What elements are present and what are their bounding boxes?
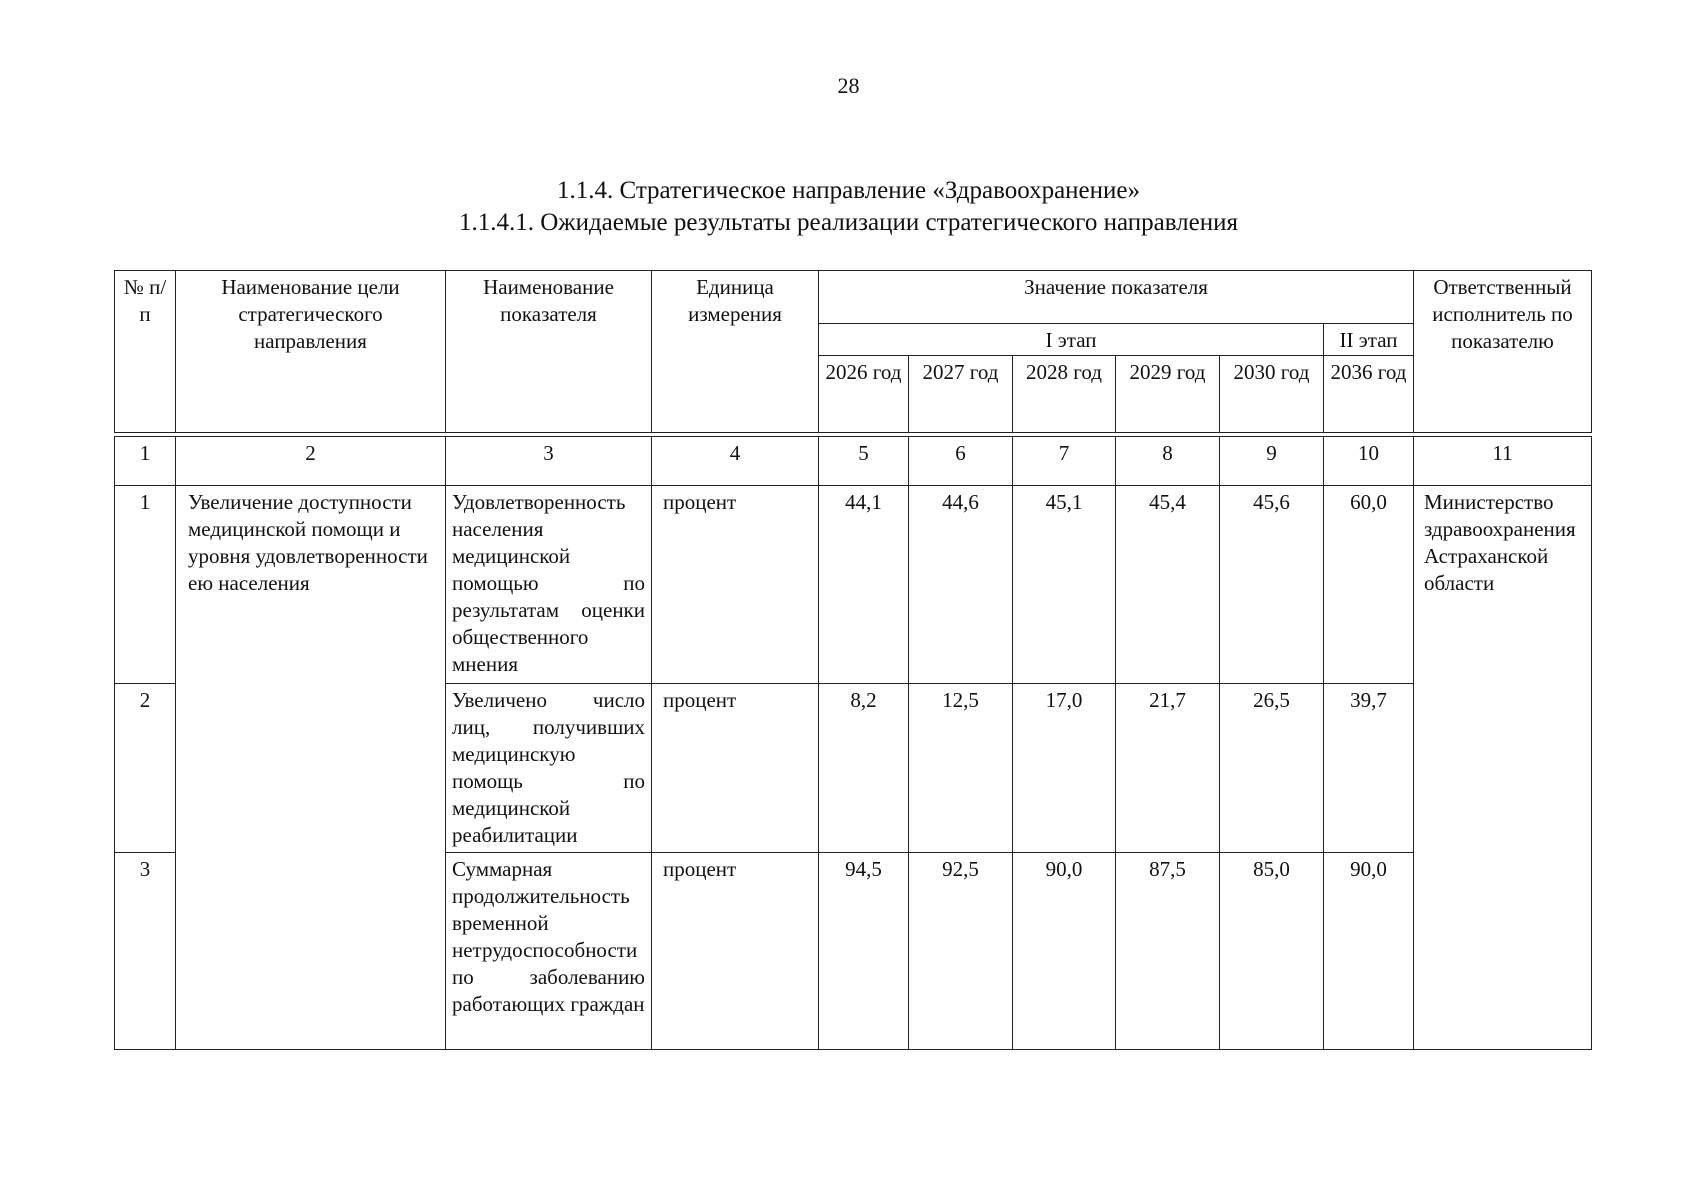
row-number: 3 bbox=[115, 853, 176, 1050]
column-number: 8 bbox=[1116, 437, 1220, 486]
header-year: 2028 год bbox=[1013, 356, 1116, 433]
column-number: 11 bbox=[1414, 437, 1592, 486]
value-2036: 60,0 bbox=[1324, 486, 1414, 684]
value-2029: 87,5 bbox=[1116, 853, 1220, 1050]
header-year: 2030 год bbox=[1220, 356, 1324, 433]
value-2028: 90,0 bbox=[1013, 853, 1116, 1050]
value-2026: 8,2 bbox=[819, 684, 909, 853]
header-year: 2026 год bbox=[819, 356, 909, 433]
header-year: 2029 год bbox=[1116, 356, 1220, 433]
value-2029: 45,4 bbox=[1116, 486, 1220, 684]
value-2036: 39,7 bbox=[1324, 684, 1414, 853]
header-year: 2036 год bbox=[1324, 356, 1414, 433]
results-table-header bbox=[114, 270, 1592, 433]
value-2030: 85,0 bbox=[1220, 853, 1324, 1050]
unit: процент bbox=[652, 853, 819, 1050]
responsible: Министерство здравоохранения Астраханской области bbox=[1414, 486, 1592, 1050]
value-2029: 21,7 bbox=[1116, 684, 1220, 853]
header-year: 2027 год bbox=[909, 356, 1013, 433]
value-2027: 12,5 bbox=[909, 684, 1013, 853]
value-2028: 17,0 bbox=[1013, 684, 1116, 853]
goal-name: Увеличение доступности медицинской помощи и уровня удовлетворенности ею населения bbox=[176, 486, 446, 1050]
indicator-name: Суммарная продолжительность временной нетрудоспособности по заболеванию работающих граждан bbox=[446, 853, 652, 1050]
unit: процент bbox=[652, 486, 819, 684]
header-indicator: Наименование показателя bbox=[446, 271, 652, 433]
value-2036: 90,0 bbox=[1324, 853, 1414, 1050]
column-number: 4 bbox=[652, 437, 819, 486]
indicator-name: Удовлетворенность населения медицинской помощью по результатам оценки общественного мнения bbox=[446, 486, 652, 684]
header-responsible: Ответственный исполнитель по показателю bbox=[1414, 271, 1592, 433]
row-number: 2 bbox=[115, 684, 176, 853]
value-2027: 92,5 bbox=[909, 853, 1013, 1050]
section-title: 1.1.4. Стратегическое направление «Здравоохранение» bbox=[556, 177, 1141, 204]
column-number: 3 bbox=[446, 437, 652, 486]
header-values: Значение показателя bbox=[819, 271, 1414, 324]
header-stage-1: I этап bbox=[819, 324, 1324, 356]
results-table-body bbox=[114, 485, 1592, 1050]
column-number: 10 bbox=[1324, 437, 1414, 486]
value-2026: 94,5 bbox=[819, 853, 909, 1050]
row-number: 1 bbox=[115, 486, 176, 684]
column-number: 7 bbox=[1013, 437, 1116, 486]
column-number: 2 bbox=[176, 437, 446, 486]
section-subtitle: 1.1.4.1. Ожидаемые результаты реализации стратегического направления bbox=[459, 209, 1238, 236]
column-number: 9 bbox=[1220, 437, 1324, 486]
column-numbers-row bbox=[114, 436, 1592, 486]
column-number: 1 bbox=[115, 437, 176, 486]
value-2028: 45,1 bbox=[1013, 486, 1116, 684]
value-2030: 26,5 bbox=[1220, 684, 1324, 853]
page-number: 28 bbox=[837, 73, 860, 98]
value-2030: 45,6 bbox=[1220, 486, 1324, 684]
header-num: № п/п bbox=[115, 271, 176, 433]
column-number: 6 bbox=[909, 437, 1013, 486]
header-unit: Единица измерения bbox=[652, 271, 819, 433]
value-2027: 44,6 bbox=[909, 486, 1013, 684]
table-row bbox=[115, 486, 1592, 684]
column-number: 5 bbox=[819, 437, 909, 486]
unit: процент bbox=[652, 684, 819, 853]
header-goal: Наименование цели стратегического направления bbox=[176, 271, 446, 433]
indicator-name: Увеличено число лиц, получивших медицинскую помощь по медицинской реабилитации bbox=[446, 684, 652, 853]
value-2026: 44,1 bbox=[819, 486, 909, 684]
header-stage-2: II этап bbox=[1324, 324, 1414, 356]
